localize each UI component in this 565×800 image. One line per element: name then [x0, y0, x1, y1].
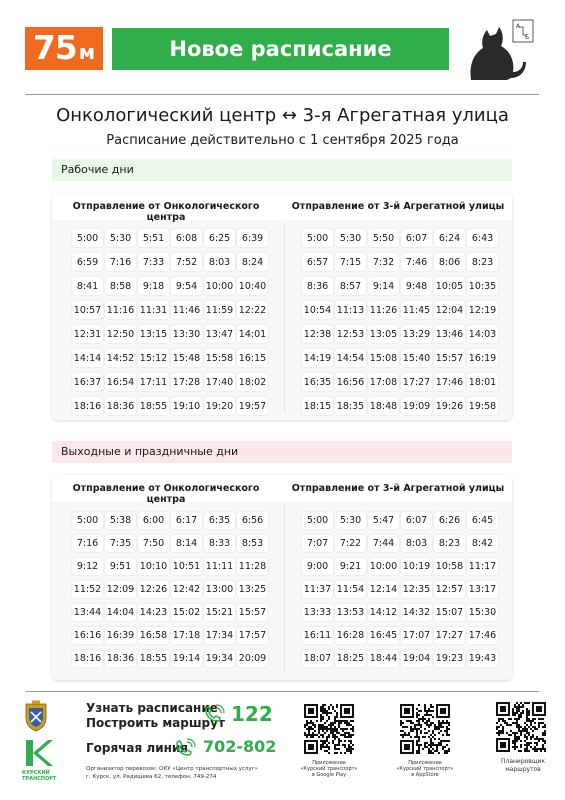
qr-caption-line: Приложение: [408, 760, 442, 766]
departure-time: 18:36: [105, 650, 136, 667]
departure-time: 18:07: [302, 650, 333, 667]
qr-caption-line: в AppStore: [411, 772, 439, 778]
departure-time: 19:10: [171, 397, 202, 415]
departure-time: 16:58: [138, 627, 169, 644]
departure-time: 5:50: [368, 229, 399, 247]
departure-time: 17:40: [204, 373, 235, 391]
departure-time: 12:57: [434, 581, 465, 598]
departure-time: 12:35: [401, 581, 432, 598]
departure-time: 14:54: [335, 349, 366, 367]
weekdays-header: [52, 193, 512, 223]
departure-time: 13:47: [204, 325, 235, 343]
departure-time: 14:52: [105, 349, 136, 367]
departure-time: 10:19: [401, 558, 432, 575]
departure-time: 17:27: [401, 373, 432, 391]
departure-time: 6:56: [237, 512, 268, 529]
phone-icon: [203, 704, 225, 724]
direction-from-agreg: Отправление от 3-й Агрегатной улицы: [291, 483, 505, 494]
weekends-schedule: [52, 475, 512, 680]
departure-time: 17:28: [171, 373, 202, 391]
departure-time: 15:58: [204, 349, 235, 367]
departure-time: 7:50: [138, 535, 169, 552]
departure-time: 19:57: [237, 397, 268, 415]
departure-time: 11:28: [237, 558, 268, 575]
departure-time: 16:19: [467, 349, 498, 367]
hotline-number[interactable]: 702-802: [203, 737, 277, 756]
departure-time: 19:04: [401, 650, 432, 667]
departure-time: 11:54: [335, 581, 366, 598]
departure-time: 16:45: [368, 627, 399, 644]
departure-time: 16:16: [72, 627, 103, 644]
qr-caption-line: Приложение: [312, 760, 346, 766]
phone-icon: [174, 738, 196, 758]
qr-caption-google-play: [284, 760, 374, 778]
departure-time: 12:50: [105, 325, 136, 343]
route-number: 75: [32, 28, 77, 67]
departure-time: 8:14: [171, 535, 202, 552]
departure-time: 12:14: [368, 581, 399, 598]
departure-time: 13:30: [171, 325, 202, 343]
departure-time: 13:00: [204, 581, 235, 598]
departure-time: 12:38: [302, 325, 333, 343]
departure-time: 5:00: [72, 512, 103, 529]
departure-time: 17:07: [401, 627, 432, 644]
departure-time: 16:54: [105, 373, 136, 391]
departure-time: 10:00: [204, 277, 235, 295]
departure-time: 18:44: [368, 650, 399, 667]
departure-time: 15:02: [171, 604, 202, 621]
departure-time: 10:58: [434, 558, 465, 575]
departure-time: 11:31: [138, 301, 169, 319]
column-divider: [284, 505, 285, 673]
departure-time: 8:58: [105, 277, 136, 295]
departure-time: 15:21: [204, 604, 235, 621]
qr-code-google-play-icon[interactable]: [304, 704, 354, 754]
departure-time: 11:52: [72, 581, 103, 598]
departure-time: 10:54: [302, 301, 333, 319]
departure-time: 17:34: [204, 627, 235, 644]
departure-time: 9:18: [138, 277, 169, 295]
organizer-address: г. Курск, ул. Радищева 62, телефон: 749-274: [86, 774, 217, 780]
departure-time: 8:03: [204, 253, 235, 271]
departure-time: 13:25: [237, 581, 268, 598]
organizer-info: [86, 765, 286, 781]
departure-time: 14:23: [138, 604, 169, 621]
departure-time: 12:42: [171, 581, 202, 598]
departure-time: 16:37: [72, 373, 103, 391]
organizer-line: Организатор перевозок: ОКУ «Центр транспортных услуг»: [86, 766, 259, 772]
qr-code-route-planner-icon[interactable]: [496, 702, 546, 752]
departure-time: 15:40: [401, 349, 432, 367]
departure-time: 7:32: [368, 253, 399, 271]
departure-time: 16:39: [105, 627, 136, 644]
departure-time: 8:57: [335, 277, 366, 295]
departure-time: 7:52: [171, 253, 202, 271]
departure-time: 11:26: [368, 301, 399, 319]
departure-time: 13:53: [335, 604, 366, 621]
departure-time: 19:20: [204, 397, 235, 415]
departure-time: 18:55: [138, 650, 169, 667]
svg-text:Б: Б: [525, 34, 530, 41]
departure-time: 9:51: [105, 558, 136, 575]
departure-time: 8:36: [302, 277, 333, 295]
departure-time: 13:05: [368, 325, 399, 343]
departure-time: 15:57: [434, 349, 465, 367]
departure-time: 14:19: [302, 349, 333, 367]
departure-time: 7:16: [105, 253, 136, 271]
departure-time: 18:15: [302, 397, 333, 415]
departure-time: 19:43: [467, 650, 498, 667]
departure-time: 7:16: [72, 535, 103, 552]
departure-time: 12:19: [467, 301, 498, 319]
departure-time: 16:35: [302, 373, 333, 391]
departure-time: 15:08: [368, 349, 399, 367]
departure-time: 9:14: [368, 277, 399, 295]
qr-caption-line: «Курский транспорт»: [300, 766, 358, 772]
departure-time: 7:07: [302, 535, 333, 552]
departure-time: 14:12: [368, 604, 399, 621]
departure-time: 14:14: [72, 349, 103, 367]
weekends-label: Выходные и праздничные дни: [52, 441, 512, 463]
departure-time: 6:17: [171, 512, 202, 529]
departure-time: 7:15: [335, 253, 366, 271]
departure-time: 7:22: [335, 535, 366, 552]
departure-time: 18:35: [335, 397, 366, 415]
departure-time: 17:11: [138, 373, 169, 391]
departure-time: 7:46: [401, 253, 432, 271]
departure-time: 15:30: [467, 604, 498, 621]
qr-code-appstore-icon[interactable]: [400, 704, 450, 754]
hotline-label: Горячая линия: [86, 741, 189, 755]
departure-time: 12:04: [434, 301, 465, 319]
departure-time: 6:35: [204, 512, 235, 529]
departure-time: 6:07: [401, 512, 432, 529]
departure-time: 8:06: [434, 253, 465, 271]
departure-time: 6:24: [434, 229, 465, 247]
weekends-agreg-times: [302, 512, 518, 667]
departure-time: 15:12: [138, 349, 169, 367]
departure-time: 5:30: [105, 229, 136, 247]
departure-time: 8:24: [237, 253, 268, 271]
departure-time: 18:48: [368, 397, 399, 415]
departure-time: 11:17: [467, 558, 498, 575]
departure-time: 13:17: [467, 581, 498, 598]
departure-time: 12:31: [72, 325, 103, 343]
departure-time: 6:59: [72, 253, 103, 271]
departure-time: 18:02: [237, 373, 268, 391]
departure-time: 7:33: [138, 253, 169, 271]
departure-time: 19:14: [171, 650, 202, 667]
departure-time: 8:53: [237, 535, 268, 552]
find-schedule-text: Узнать расписание: [86, 701, 218, 715]
direction-from-onco: Отправление от Онкологического центра: [72, 201, 260, 223]
departure-time: 18:55: [138, 397, 169, 415]
route-stops: Онкологический центр ↔ 3-я Агрегатная улица: [56, 105, 509, 126]
departure-time: 12:09: [105, 581, 136, 598]
departure-time: 6:43: [467, 229, 498, 247]
kursk-transport-logo-icon: [24, 738, 54, 768]
departure-time: 17:27: [434, 627, 465, 644]
departure-time: 10:40: [237, 277, 268, 295]
departure-time: 5:00: [302, 512, 333, 529]
departure-time: 8:23: [434, 535, 465, 552]
qr-caption-line: «Курский транспорт»: [396, 766, 454, 772]
departure-time: 6:07: [401, 229, 432, 247]
departure-time: 5:47: [368, 512, 399, 529]
departure-time: 15:07: [434, 604, 465, 621]
departure-time: 17:46: [434, 373, 465, 391]
departure-time: 19:26: [434, 397, 465, 415]
departure-time: 6:26: [434, 512, 465, 529]
departure-time: 13:46: [434, 325, 465, 343]
direction-from-agreg: Отправление от 3-й Агрегатной улицы: [291, 201, 505, 212]
qr-caption-line: Планировщик: [500, 758, 546, 765]
coat-of-arms-icon: [22, 700, 50, 732]
route-badge: [25, 27, 103, 70]
departure-time: 11:13: [335, 301, 366, 319]
header-divider: [26, 94, 539, 95]
departure-time: 11:37: [302, 581, 333, 598]
departure-time: 6:08: [171, 229, 202, 247]
weekdays-label: Рабочие дни: [52, 159, 512, 181]
column-divider: [284, 223, 285, 413]
departure-time: 8:41: [72, 277, 103, 295]
departure-time: 10:00: [368, 558, 399, 575]
departure-time: 18:01: [467, 373, 498, 391]
departure-time: 9:54: [171, 277, 202, 295]
departure-time: 11:11: [204, 558, 235, 575]
departure-time: 18:25: [335, 650, 366, 667]
svg-text:А: А: [516, 23, 521, 30]
departure-time: 18:16: [72, 650, 103, 667]
departure-time: 5:51: [138, 229, 169, 247]
logo-caption: КУРСКИЙ ТРАНСПОРТ: [22, 770, 57, 782]
departure-time: 10:05: [434, 277, 465, 295]
departure-time: 9:12: [72, 558, 103, 575]
departure-time: 6:45: [467, 512, 498, 529]
footer-divider: [26, 691, 539, 692]
departure-time: 8:23: [467, 253, 498, 271]
departure-time: 6:00: [138, 512, 169, 529]
departure-time: 20:09: [237, 650, 268, 667]
departure-time: 14:01: [237, 325, 268, 343]
departure-time: 17:46: [467, 627, 498, 644]
departure-time: 16:28: [335, 627, 366, 644]
departure-time: 7:44: [368, 535, 399, 552]
departure-time: 9:48: [401, 277, 432, 295]
qr-caption-line: маршрутов: [505, 766, 541, 773]
departure-time: 10:35: [467, 277, 498, 295]
departure-time: 13:44: [72, 604, 103, 621]
weekdays-schedule: [52, 193, 512, 420]
departure-time: 17:08: [368, 373, 399, 391]
departure-time: 14:03: [467, 325, 498, 343]
departure-time: 18:36: [105, 397, 136, 415]
departure-time: 19:23: [434, 650, 465, 667]
weekends-header: [52, 475, 512, 505]
departure-time: 11:46: [171, 301, 202, 319]
info-number[interactable]: 122: [231, 702, 273, 726]
departure-time: 6:25: [204, 229, 235, 247]
departure-time: 19:09: [401, 397, 432, 415]
departure-time: 5:00: [302, 229, 333, 247]
build-route-text: Построить маршрут: [86, 716, 225, 730]
departure-time: 10:51: [171, 558, 202, 575]
departure-time: 9:21: [335, 558, 366, 575]
departure-time: 12:53: [335, 325, 366, 343]
departure-time: 11:16: [105, 301, 136, 319]
departure-time: 7:35: [105, 535, 136, 552]
departure-time: 5:38: [105, 512, 136, 529]
departure-time: 14:04: [105, 604, 136, 621]
departure-time: 11:59: [204, 301, 235, 319]
route-suffix: м: [78, 40, 96, 64]
departure-time: 5:30: [335, 229, 366, 247]
qr-caption-line: в Google Play: [311, 772, 347, 778]
departure-time: 9:00: [302, 558, 333, 575]
departure-time: 16:15: [237, 349, 268, 367]
weekdays-onco-times: [72, 229, 288, 415]
header: [0, 0, 565, 92]
departure-time: 19:34: [204, 650, 235, 667]
weekdays-agreg-times: [302, 229, 518, 415]
page-title: Новое расписание: [112, 28, 449, 70]
qr-caption-route-planner: [478, 758, 565, 774]
departure-time: 10:57: [72, 301, 103, 319]
departure-time: 15:48: [171, 349, 202, 367]
departure-time: 13:33: [302, 604, 333, 621]
departure-time: 18:16: [72, 397, 103, 415]
departure-time: 16:11: [302, 627, 333, 644]
departure-time: 17:57: [237, 627, 268, 644]
departure-time: 19:58: [467, 397, 498, 415]
departure-time: 12:26: [138, 581, 169, 598]
departure-time: 8:03: [401, 535, 432, 552]
qr-caption-appstore: [380, 760, 470, 778]
departure-time: 13:29: [401, 325, 432, 343]
departure-time: 14:32: [401, 604, 432, 621]
departure-time: 15:57: [237, 604, 268, 621]
departure-time: 11:45: [401, 301, 432, 319]
departure-time: 17:18: [171, 627, 202, 644]
validity-text: Расписание действительно с 1 сентября 2025 года: [106, 133, 459, 148]
cat-logo-icon: [463, 18, 535, 82]
departure-time: 8:42: [467, 535, 498, 552]
departure-time: 8:33: [204, 535, 235, 552]
departure-time: 13:15: [138, 325, 169, 343]
weekends-onco-times: [72, 512, 288, 667]
departure-time: 16:56: [335, 373, 366, 391]
direction-from-onco: Отправление от Онкологического центра: [72, 483, 260, 505]
departure-time: 5:00: [72, 229, 103, 247]
departure-time: 10:10: [138, 558, 169, 575]
departure-time: 6:39: [237, 229, 268, 247]
departure-time: 6:57: [302, 253, 333, 271]
departure-time: 5:30: [335, 512, 366, 529]
departure-time: 12:22: [237, 301, 268, 319]
